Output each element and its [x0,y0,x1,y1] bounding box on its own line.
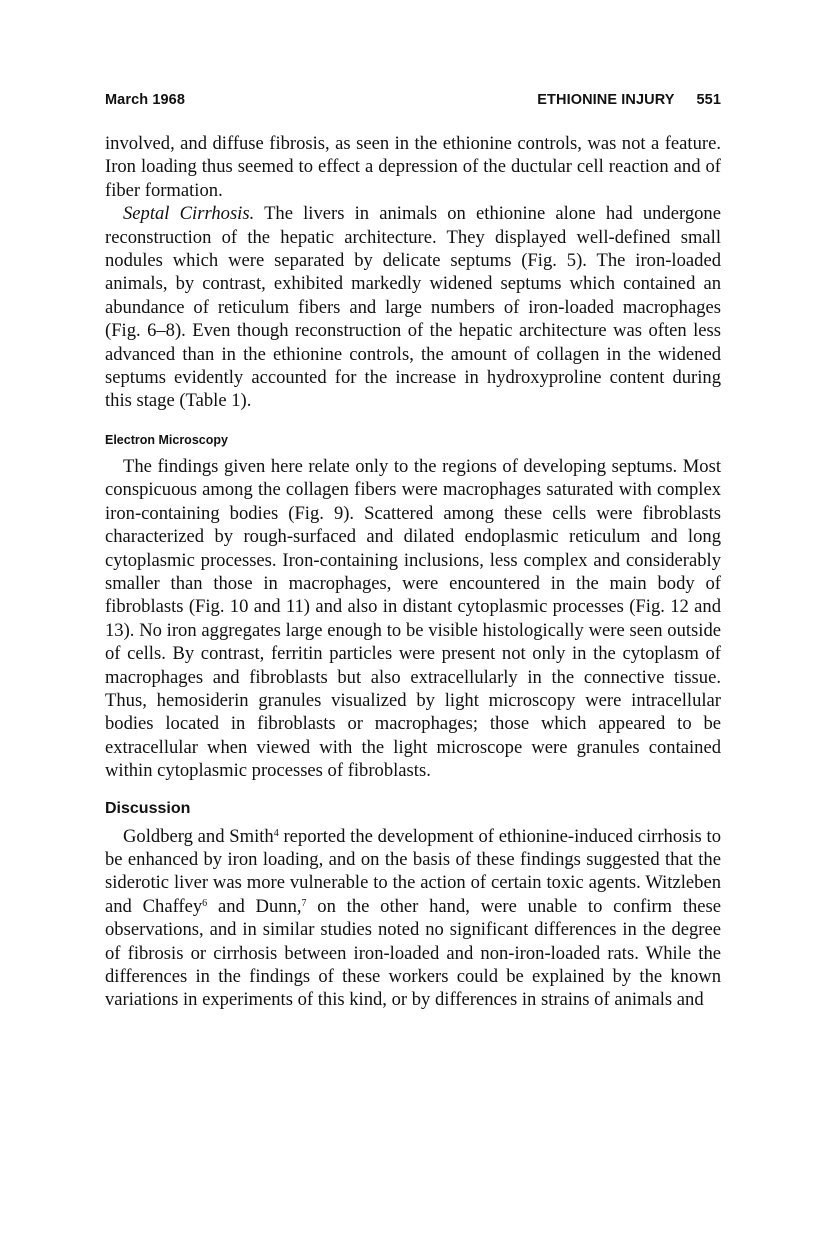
discussion-text-a: Goldberg and Smith [123,825,274,847]
septal-cirrhosis-text: The livers in animals on ethionine alone had undergone reconstruction of the hepatic architecture. They displayed well-defined small nodules which were separated by delicate septums (Fig. 5). The iron-loaded animals, by contrast, exhibited markedly widened septums which contained an abundance of reticulum fibers and large numbers of iron-loaded macrophages (Fig. 6–8). Even though reconstruction of the hepatic architecture was often less advanced than in the ethionine controls, the amount of collagen in the widened septums evidently accounted for the increase in hydroxyproline content during this stage (Table 1). [105,203,721,412]
running-title: ETHIONINE INJURY [537,92,675,108]
paragraph-electron-microscopy: The findings given here relate only to the regions of developing septums. Most conspicuous among the collagen fibers were macrophages saturated with complex iron-containing bodies (Fig. 9). Scattered among these cells were fibroblasts characterized by rough-surfaced and dilated endoplasmic reticulum and long cytoplasmic processes. Iron-containing inclusions, less complex and considerably smaller than those in macrophages, were encountered in the main body of fibroblasts (Fig. 10 and 11) and also in distant cytoplasmic processes (Fig. 12 and 13). No iron aggregates large enough to be visible histologically were seen outside of cells. By contrast, ferritin particles were present not only in the cytoplasm of macrophages and fibroblasts but also extracellularly in the connective tissue. Thus, hemosiderin granules visualized by light microscopy were intracellular bodies located in fibroblasts or macrophages; those which appeared to be extracellular when viewed with the light microscope were granules contained within cytoplasmic processes of fibroblasts. [105,455,721,782]
septal-cirrhosis-runin: Septal Cirrhosis. [123,203,255,225]
reference-7: 7 [301,897,307,909]
section-heading-electron-microscopy: Electron Microscopy [105,432,228,447]
reference-4: 4 [273,827,279,839]
discussion-text-b: reported the development of ethionine-induced cirrhosis to be enhanced by iron loading, and on the basis of these findings suggested that the siderotic liver was more vulnerable to the action of certain toxic agents. Witzleben and Chaffey [105,825,721,917]
page-number: 551 [696,92,721,108]
running-header [105,92,721,108]
section-heading-discussion: Discussion [105,799,191,817]
paragraph-discussion [105,825,721,1012]
discussion-text-c: and Dunn, [207,895,302,917]
paragraph-septal-cirrhosis [105,202,721,413]
reference-6: 6 [202,897,208,909]
journal-page [105,92,721,1012]
discussion-text-d: on the other hand, were unable to confirm these observations, and in similar studies noted no significant differences in the degree of fibrosis or cirrhosis between iron-loaded and non-iron-loaded rats. While the differences in the findings of these workers could be explained by the known variations in experiments of this kind, or by differences in strains of animals and [105,895,721,1011]
issue-date: March 1968 [105,92,185,108]
paragraph-continued: involved, and diffuse fibrosis, as seen in the ethionine controls, was not a feature. Iron loading thus seemed to effect a depression of the ductular cell reaction and of fiber formation. [105,133,721,201]
header-right [537,92,721,108]
